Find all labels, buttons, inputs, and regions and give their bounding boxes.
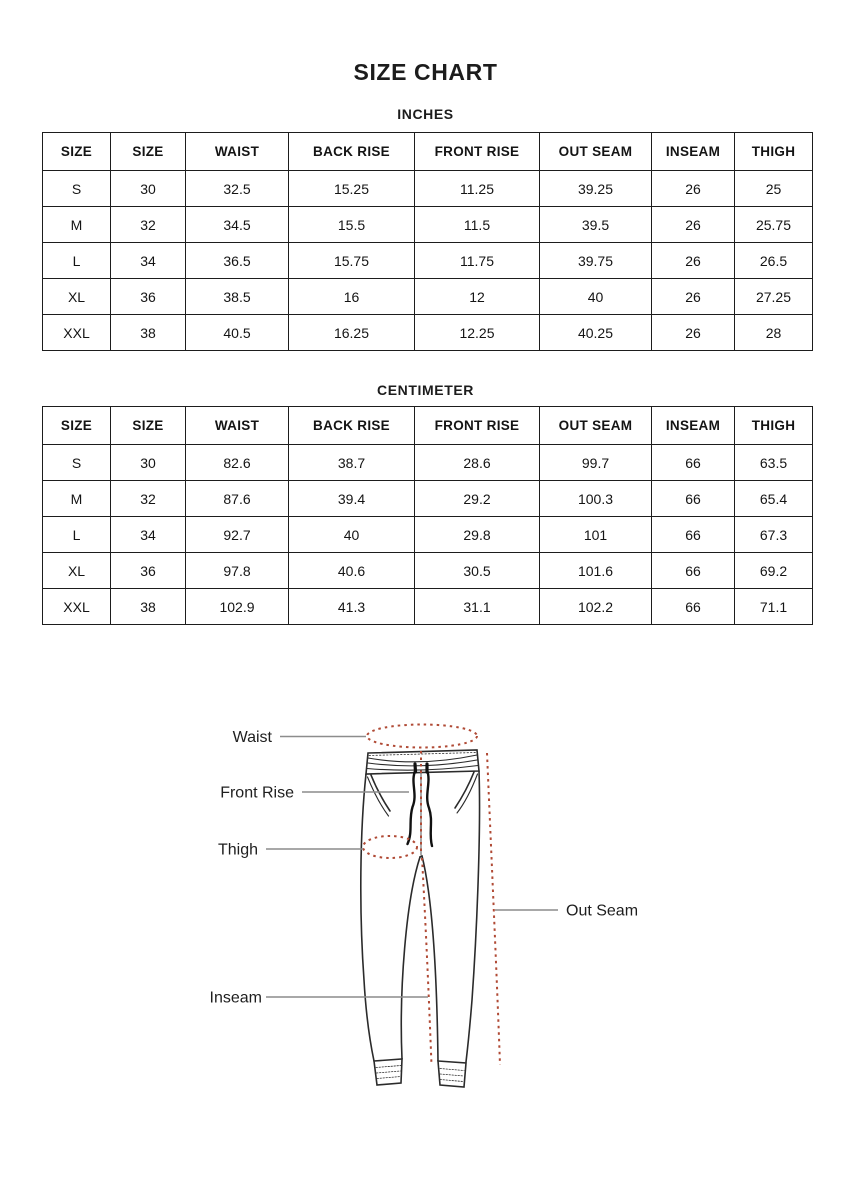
table-cell: 15.5 — [289, 207, 415, 243]
pants-outline — [361, 750, 480, 1087]
table-cell: 38 — [111, 589, 186, 625]
cuff-left — [374, 1059, 402, 1085]
table-cell: 11.5 — [415, 207, 540, 243]
table-cell: 16.25 — [289, 315, 415, 351]
table-cell: 66 — [652, 553, 735, 589]
table-cell: 66 — [652, 481, 735, 517]
table-row — [43, 279, 813, 315]
table-cell: 40.6 — [289, 553, 415, 589]
table-header-row — [43, 133, 813, 171]
waist-label: Waist — [232, 729, 272, 746]
table-cell: 34.5 — [186, 207, 289, 243]
pocket-right — [455, 772, 478, 813]
table-cell: 101 — [540, 517, 652, 553]
pants-measurement-diagram — [0, 680, 851, 1150]
table-cell: 26.5 — [735, 243, 813, 279]
waist-measure-ellipse — [367, 725, 477, 748]
table-row — [43, 445, 813, 481]
table-cell: 39.75 — [540, 243, 652, 279]
thigh-label: Thigh — [217, 841, 258, 859]
front-rise-label: Front Rise — [220, 784, 294, 802]
table-cell: XL — [43, 279, 111, 315]
column-header: WAIST — [186, 133, 289, 171]
table-cell: 31.1 — [415, 589, 540, 625]
table-cell: 12 — [415, 279, 540, 315]
column-header: OUT SEAM — [540, 407, 652, 445]
table-cell: 16 — [289, 279, 415, 315]
table-cell: 26 — [652, 279, 735, 315]
table-row — [43, 589, 813, 625]
table-row — [43, 553, 813, 589]
table-cell: 12.25 — [415, 315, 540, 351]
table-header-row — [43, 407, 813, 445]
table-cell: 28.6 — [415, 445, 540, 481]
inseam-label: Inseam — [209, 989, 262, 1007]
column-header: INSEAM — [652, 133, 735, 171]
column-header: INSEAM — [652, 407, 735, 445]
table-cell: 29.2 — [415, 481, 540, 517]
cuff-right — [438, 1061, 466, 1087]
table-row — [43, 315, 813, 351]
table-cell: 40 — [289, 517, 415, 553]
table-cell: 39.5 — [540, 207, 652, 243]
inches-size-table — [42, 132, 813, 351]
out-seam-label: Out Seam — [566, 902, 639, 920]
table-cell: 11.75 — [415, 243, 540, 279]
table-cell: 38.5 — [186, 279, 289, 315]
thigh-measure-ellipse — [363, 836, 417, 858]
table-cell: 38 — [111, 315, 186, 351]
column-header: OUT SEAM — [540, 133, 652, 171]
table-cell: L — [43, 243, 111, 279]
table-cell: 41.3 — [289, 589, 415, 625]
table-cell: 27.25 — [735, 279, 813, 315]
pants-diagram-svg — [0, 680, 851, 1150]
table-cell: 34 — [111, 243, 186, 279]
table-cell: 66 — [652, 445, 735, 481]
pointer-lines — [266, 737, 558, 998]
table-cell: 11.25 — [415, 171, 540, 207]
column-header: SIZE — [111, 133, 186, 171]
table-cell: 30.5 — [415, 553, 540, 589]
table-cell: 34 — [111, 517, 186, 553]
table-cell: 32 — [111, 481, 186, 517]
table-cell: 30 — [111, 445, 186, 481]
table-cell: 28 — [735, 315, 813, 351]
inches-table-title: INCHES — [397, 106, 454, 122]
column-header: THIGH — [735, 133, 813, 171]
table-cell: S — [43, 171, 111, 207]
table-cell: 100.3 — [540, 481, 652, 517]
column-header: WAIST — [186, 407, 289, 445]
column-header: SIZE — [111, 407, 186, 445]
table-cell: S — [43, 445, 111, 481]
table-row — [43, 517, 813, 553]
out-seam-measure-line — [487, 753, 500, 1065]
table-row — [43, 207, 813, 243]
table-cell: 102.9 — [186, 589, 289, 625]
table-cell: 26 — [652, 315, 735, 351]
table-cell: 26 — [652, 171, 735, 207]
table-cell: 26 — [652, 243, 735, 279]
table-cell: 30 — [111, 171, 186, 207]
column-header: FRONT RISE — [415, 407, 540, 445]
table-cell: 82.6 — [186, 445, 289, 481]
table-cell: XXL — [43, 589, 111, 625]
table-cell: XL — [43, 553, 111, 589]
column-header: SIZE — [43, 133, 111, 171]
table-cell: 87.6 — [186, 481, 289, 517]
table-cell: 40.5 — [186, 315, 289, 351]
table-cell: 15.75 — [289, 243, 415, 279]
table-cell: 39.4 — [289, 481, 415, 517]
table-cell: L — [43, 517, 111, 553]
drawstring — [408, 764, 433, 846]
table-cell: 101.6 — [540, 553, 652, 589]
column-header: FRONT RISE — [415, 133, 540, 171]
table-cell: M — [43, 207, 111, 243]
table-cell: 66 — [652, 589, 735, 625]
table-cell: 63.5 — [735, 445, 813, 481]
table-cell: 99.7 — [540, 445, 652, 481]
table-cell: 69.2 — [735, 553, 813, 589]
table-cell: 40 — [540, 279, 652, 315]
table-cell: 66 — [652, 517, 735, 553]
table-cell: 67.3 — [735, 517, 813, 553]
table-cell: 25 — [735, 171, 813, 207]
column-header: SIZE — [43, 407, 111, 445]
table-cell: 65.4 — [735, 481, 813, 517]
table-row — [43, 243, 813, 279]
page-title: SIZE CHART — [353, 59, 498, 85]
centimeter-size-table — [42, 406, 813, 625]
column-header: BACK RISE — [289, 133, 415, 171]
table-row — [43, 171, 813, 207]
table-cell: 39.25 — [540, 171, 652, 207]
table-cell: 102.2 — [540, 589, 652, 625]
table-cell: 32.5 — [186, 171, 289, 207]
inseam-measure-line — [422, 858, 432, 1065]
table-row — [43, 481, 813, 517]
table-cell: 36 — [111, 553, 186, 589]
table-cell: 92.7 — [186, 517, 289, 553]
table-cell: 25.75 — [735, 207, 813, 243]
table-cell: 38.7 — [289, 445, 415, 481]
column-header: THIGH — [735, 407, 813, 445]
table-cell: 40.25 — [540, 315, 652, 351]
table-cell: 97.8 — [186, 553, 289, 589]
table-cell: 15.25 — [289, 171, 415, 207]
table-cell: 29.8 — [415, 517, 540, 553]
centimeter-table-title: CENTIMETER — [377, 382, 474, 398]
pocket-left — [368, 775, 391, 816]
table-cell: 36.5 — [186, 243, 289, 279]
table-cell: XXL — [43, 315, 111, 351]
table-cell: 71.1 — [735, 589, 813, 625]
table-cell: 32 — [111, 207, 186, 243]
table-cell: 26 — [652, 207, 735, 243]
table-cell: M — [43, 481, 111, 517]
column-header: BACK RISE — [289, 407, 415, 445]
table-cell: 36 — [111, 279, 186, 315]
